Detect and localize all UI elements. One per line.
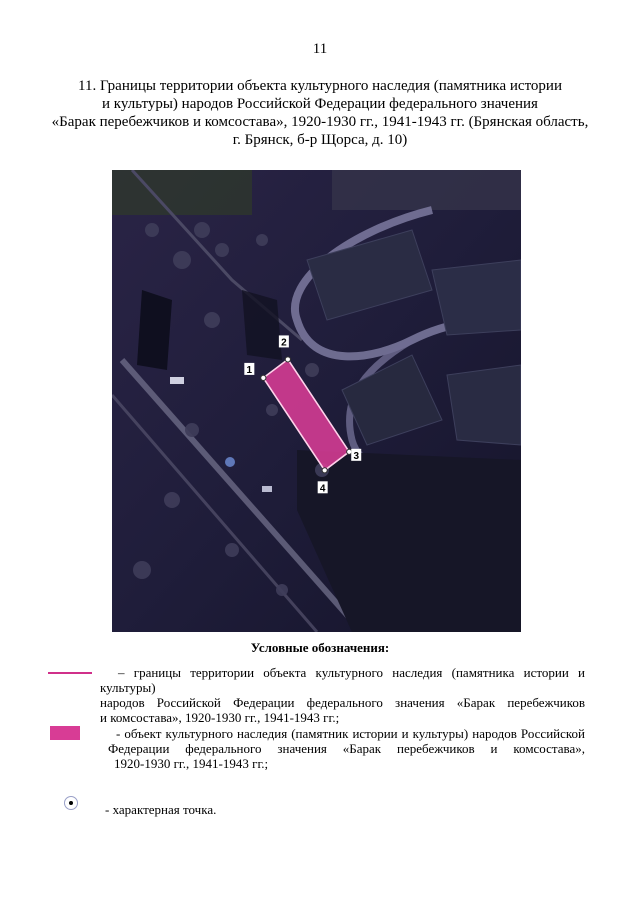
- dark-structure: [137, 290, 172, 370]
- title-line: «Барак перебежчиков и комсостава», 1920-1930 гг., 1941-1943 гг. (Брянская область,: [51, 114, 589, 130]
- legend-line: народов Российской Федерации федерального значения «Барак перебежчиков: [100, 695, 585, 710]
- satellite-map: [112, 170, 521, 632]
- page-number: 11: [312, 41, 328, 57]
- object-fill-symbol: [50, 726, 80, 740]
- dark-structure: [242, 290, 282, 360]
- small-structure: [170, 377, 184, 384]
- building: [447, 365, 521, 445]
- field-area: [332, 170, 521, 210]
- characteristic-point: [261, 375, 266, 380]
- satellite-map-svg: [112, 170, 521, 632]
- legend-line: Федерации федерального значения «Барак перебежчиков и комсостава»,: [108, 741, 585, 756]
- point-label: 4: [319, 483, 326, 495]
- legend-text: [108, 726, 585, 771]
- legend-line: - объект культурного наследия (памятник истории и культуры) народов Российской: [116, 726, 585, 741]
- title-line: и культуры) народов Российской Федерации федерального значения: [102, 96, 538, 112]
- point-label: 1: [246, 364, 253, 376]
- legend-line: – границы территории объекта культурного наследия (памятника истории и культуры): [100, 665, 585, 695]
- characteristic-point: [322, 468, 327, 473]
- characteristic-point-symbol: [64, 796, 78, 810]
- small-structure: [225, 457, 235, 467]
- building: [432, 260, 521, 335]
- point-label: 2: [281, 337, 287, 349]
- small-structure: [262, 486, 272, 492]
- title-line: 11. Границы территории объекта культурного наследия (памятника истории: [78, 78, 562, 94]
- page-title: [40, 77, 600, 149]
- characteristic-point: [285, 357, 290, 362]
- legend-line: и комсостава», 1920-1930 гг., 1941-1943 гг.;: [100, 710, 340, 725]
- legend-text: [100, 665, 585, 725]
- legend-text: [105, 802, 405, 817]
- characteristic-point: [347, 449, 352, 454]
- title-line: г. Брянск, б-р Щорса, д. 10): [232, 132, 408, 148]
- legend-line: - характерная точка.: [105, 802, 217, 817]
- boundary-line-symbol: [48, 672, 92, 674]
- point-label: 3: [353, 450, 360, 462]
- legend-line: 1920-1930 гг., 1941-1943 гг.;: [114, 756, 269, 771]
- legend-title: Условные обозначения:: [250, 640, 390, 655]
- vegetation-area: [112, 170, 252, 215]
